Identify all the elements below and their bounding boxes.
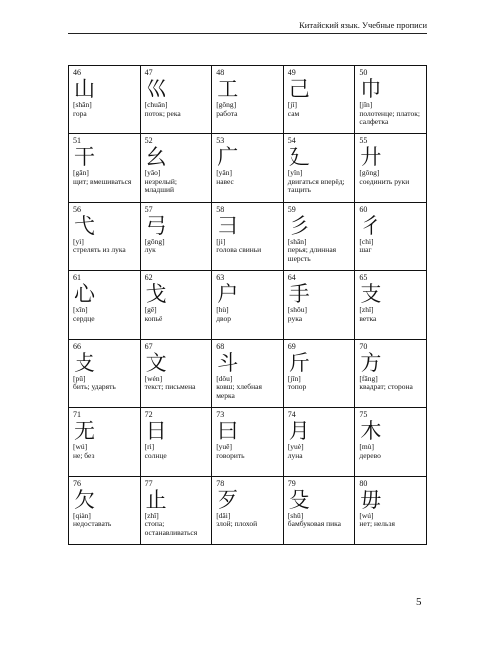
pinyin-reading: [wú] bbox=[73, 442, 88, 452]
cell-number: 59 bbox=[287, 204, 296, 214]
cell-number: 69 bbox=[287, 341, 296, 351]
translation-text: солнце bbox=[144, 450, 167, 460]
page-number: 5 bbox=[416, 596, 422, 608]
character-cell bbox=[284, 134, 356, 202]
character-cell bbox=[212, 203, 284, 271]
pinyin-reading: [gōng] bbox=[216, 100, 237, 109]
cell-number: 79 bbox=[287, 478, 296, 488]
translation-text: двигаться вперёд; тащить bbox=[287, 176, 345, 195]
hanzi-character: 文 bbox=[145, 350, 167, 375]
pinyin-reading: [qiàn] bbox=[73, 510, 91, 520]
character-cell bbox=[212, 340, 284, 408]
hanzi-character: 止 bbox=[145, 487, 167, 512]
hanzi-character: 曰 bbox=[217, 419, 239, 444]
pinyin-reading: [gān] bbox=[73, 168, 89, 178]
hanzi-character: 斗 bbox=[217, 350, 239, 375]
cell-number: 47 bbox=[144, 68, 153, 77]
cell-number: 70 bbox=[359, 341, 368, 351]
character-cell bbox=[69, 408, 141, 476]
hanzi-character: 廾 bbox=[360, 145, 382, 170]
translation-text: дерево bbox=[359, 450, 381, 460]
character-cell bbox=[69, 340, 141, 408]
translation-text: шаг bbox=[359, 245, 372, 255]
hanzi-character: 歹 bbox=[217, 487, 239, 512]
pinyin-reading: [jīn] bbox=[359, 100, 373, 109]
cell-number: 65 bbox=[359, 273, 368, 283]
hanzi-character: 月 bbox=[288, 419, 310, 444]
character-cell bbox=[284, 66, 356, 134]
character-cell bbox=[69, 203, 141, 271]
translation-text: стрелять из лука bbox=[73, 245, 126, 255]
translation-text: недоставать bbox=[73, 519, 112, 529]
character-cell bbox=[69, 66, 141, 134]
cell-number: 72 bbox=[144, 410, 153, 420]
character-cell bbox=[141, 134, 213, 202]
hanzi-character: 户 bbox=[217, 282, 239, 307]
translation-text: копьё bbox=[144, 313, 163, 323]
cell-number: 57 bbox=[144, 204, 153, 214]
translation-text: не; без bbox=[73, 450, 95, 460]
character-cell bbox=[212, 408, 284, 476]
running-header: Китайский язык. Учебные прописи bbox=[68, 20, 427, 34]
pinyin-reading: [xīn] bbox=[73, 305, 88, 315]
hanzi-character: 弓 bbox=[145, 213, 167, 238]
character-cell bbox=[284, 477, 356, 545]
translation-text: ветка bbox=[359, 313, 377, 323]
pinyin-reading: [shān] bbox=[287, 236, 307, 246]
pinyin-reading: [yǎn] bbox=[216, 168, 233, 178]
translation-text: гора bbox=[73, 108, 87, 118]
pinyin-reading: [gē] bbox=[144, 305, 157, 315]
translation-text: навес bbox=[216, 176, 234, 186]
character-cell bbox=[212, 66, 284, 134]
pinyin-reading: [yuē] bbox=[216, 442, 233, 452]
pinyin-reading: [jǐ] bbox=[287, 100, 297, 109]
translation-text: топор bbox=[287, 382, 307, 392]
translation-text: полотенце; платок; салфетка bbox=[359, 108, 420, 126]
pinyin-reading: [pū] bbox=[73, 373, 86, 383]
character-cell bbox=[141, 66, 213, 134]
character-cell bbox=[355, 271, 427, 339]
hanzi-character: 木 bbox=[360, 419, 382, 444]
translation-text: бить; ударять bbox=[73, 382, 116, 392]
translation-text: квадрат; сторона bbox=[359, 382, 413, 392]
character-cell bbox=[212, 477, 284, 545]
pinyin-reading: [zhǐ] bbox=[144, 510, 159, 520]
cell-number: 73 bbox=[216, 410, 225, 420]
cell-number: 62 bbox=[144, 273, 153, 283]
hanzi-character: 彐 bbox=[217, 213, 239, 238]
translation-text: сам bbox=[287, 108, 300, 118]
pinyin-reading: [shǒu] bbox=[287, 305, 307, 315]
cell-number: 77 bbox=[144, 478, 153, 488]
pinyin-reading: [chì] bbox=[359, 236, 374, 246]
character-cell bbox=[284, 408, 356, 476]
hanzi-character: 廴 bbox=[288, 145, 310, 170]
cell-number: 74 bbox=[287, 410, 296, 420]
hanzi-character: 彳 bbox=[360, 213, 382, 238]
pinyin-reading: [chuān] bbox=[144, 100, 168, 109]
translation-text: луна bbox=[287, 450, 303, 460]
character-cell bbox=[141, 340, 213, 408]
cell-number: 75 bbox=[359, 410, 368, 420]
hanzi-character: 支 bbox=[360, 282, 382, 307]
cell-number: 63 bbox=[216, 273, 225, 283]
pinyin-reading: [shān] bbox=[73, 100, 92, 109]
translation-text: нет; нельзя bbox=[359, 519, 395, 529]
translation-text: двор bbox=[216, 313, 231, 323]
hanzi-character: 无 bbox=[74, 419, 95, 444]
cell-number: 80 bbox=[359, 478, 368, 488]
hanzi-character: 巾 bbox=[360, 77, 382, 101]
pinyin-reading: [yǐn] bbox=[287, 168, 303, 178]
character-cell bbox=[69, 134, 141, 202]
hanzi-character: 毋 bbox=[360, 487, 382, 512]
pinyin-reading: [yāo] bbox=[144, 168, 161, 178]
cell-number: 46 bbox=[73, 68, 81, 77]
character-cell bbox=[355, 408, 427, 476]
pinyin-reading: [shū] bbox=[287, 510, 304, 520]
cell-number: 78 bbox=[216, 478, 225, 488]
character-cell bbox=[284, 340, 356, 408]
hanzi-character: 手 bbox=[288, 282, 310, 307]
hanzi-character: 日 bbox=[145, 419, 167, 444]
character-cell bbox=[69, 477, 141, 545]
translation-text: текст; письмена bbox=[144, 382, 196, 392]
cell-number: 68 bbox=[216, 341, 225, 351]
cell-number: 54 bbox=[287, 136, 296, 146]
translation-text: бамбуковая пика bbox=[287, 519, 341, 529]
pinyin-reading: [fāng] bbox=[359, 373, 378, 383]
pinyin-reading: [dǒu] bbox=[216, 373, 233, 383]
hanzi-character: 巛 bbox=[145, 77, 167, 101]
hanzi-character: 殳 bbox=[288, 487, 310, 512]
character-cell bbox=[284, 271, 356, 339]
hanzi-character: 工 bbox=[217, 77, 239, 101]
cell-number: 71 bbox=[73, 410, 81, 420]
character-cell bbox=[355, 340, 427, 408]
character-cell bbox=[355, 134, 427, 202]
pinyin-reading: [rì] bbox=[144, 442, 155, 452]
pinyin-reading: [yì] bbox=[73, 236, 84, 246]
translation-text: сердце bbox=[73, 313, 95, 323]
pinyin-reading: [wén] bbox=[144, 373, 163, 383]
pinyin-reading: [dǎi] bbox=[216, 510, 231, 520]
translation-text: злой; плохой bbox=[216, 519, 258, 529]
cell-number: 61 bbox=[73, 273, 81, 283]
translation-text: лук bbox=[144, 245, 156, 255]
translation-text: соединить руки bbox=[359, 176, 410, 186]
character-cell bbox=[141, 203, 213, 271]
character-cell bbox=[355, 203, 427, 271]
character-cell bbox=[284, 203, 356, 271]
pinyin-reading: [jì] bbox=[216, 236, 226, 246]
character-cell bbox=[355, 66, 427, 134]
translation-text: незрелый; младший bbox=[144, 176, 177, 195]
pinyin-reading: [yuè] bbox=[287, 442, 304, 452]
character-cell bbox=[141, 477, 213, 545]
pinyin-reading: [gōng] bbox=[144, 236, 165, 246]
translation-text: стопа; останавливаться bbox=[144, 519, 198, 537]
character-cell bbox=[141, 408, 213, 476]
translation-text: перья; длинная шерсть bbox=[287, 245, 337, 263]
pinyin-reading: [mù] bbox=[359, 442, 374, 452]
hanzi-character: 斤 bbox=[288, 350, 310, 375]
translation-text: щит; вмешиваться bbox=[73, 176, 132, 186]
pinyin-reading: [hù] bbox=[216, 305, 229, 315]
character-cell bbox=[212, 271, 284, 339]
hanzi-character: 山 bbox=[74, 77, 95, 101]
cell-number: 58 bbox=[216, 204, 225, 214]
cell-number: 50 bbox=[359, 68, 368, 77]
cell-number: 51 bbox=[73, 136, 81, 146]
character-grid bbox=[68, 65, 427, 545]
translation-text: поток; река bbox=[144, 108, 181, 118]
hanzi-character: 方 bbox=[360, 350, 382, 375]
pinyin-reading: [jīn] bbox=[287, 373, 301, 383]
translation-text: говорить bbox=[216, 450, 245, 460]
character-cell bbox=[141, 271, 213, 339]
character-cell bbox=[355, 477, 427, 545]
cell-number: 66 bbox=[73, 341, 81, 351]
character-cell bbox=[212, 134, 284, 202]
cell-number: 49 bbox=[287, 68, 296, 77]
hanzi-character: 心 bbox=[74, 282, 95, 307]
hanzi-character: 己 bbox=[288, 77, 310, 101]
hanzi-character: 广 bbox=[217, 145, 239, 170]
hanzi-character: 干 bbox=[74, 145, 95, 170]
translation-text: ковш; хлебная мерка bbox=[216, 382, 262, 400]
cell-number: 48 bbox=[216, 68, 225, 77]
hanzi-character: 弋 bbox=[74, 213, 95, 238]
translation-text: работа bbox=[216, 108, 238, 118]
cell-number: 56 bbox=[73, 204, 81, 214]
cell-number: 64 bbox=[287, 273, 296, 283]
character-cell bbox=[69, 271, 141, 339]
pinyin-reading: [zhī] bbox=[359, 305, 374, 315]
pinyin-reading: [gǒng] bbox=[359, 168, 380, 178]
hanzi-character: 攴 bbox=[74, 350, 95, 375]
pinyin-reading: [wú] bbox=[359, 510, 374, 520]
cell-number: 76 bbox=[73, 478, 81, 488]
cell-number: 53 bbox=[216, 136, 225, 146]
cell-number: 60 bbox=[359, 204, 368, 214]
cell-number: 67 bbox=[144, 341, 153, 351]
cell-number: 52 bbox=[144, 136, 153, 146]
hanzi-character: 彡 bbox=[288, 213, 310, 238]
hanzi-character: 幺 bbox=[145, 145, 167, 170]
translation-text: голова свиньи bbox=[216, 245, 262, 255]
translation-text: рука bbox=[287, 313, 303, 323]
cell-number: 55 bbox=[359, 136, 368, 146]
hanzi-character: 戈 bbox=[145, 282, 167, 307]
hanzi-character: 欠 bbox=[74, 487, 95, 512]
